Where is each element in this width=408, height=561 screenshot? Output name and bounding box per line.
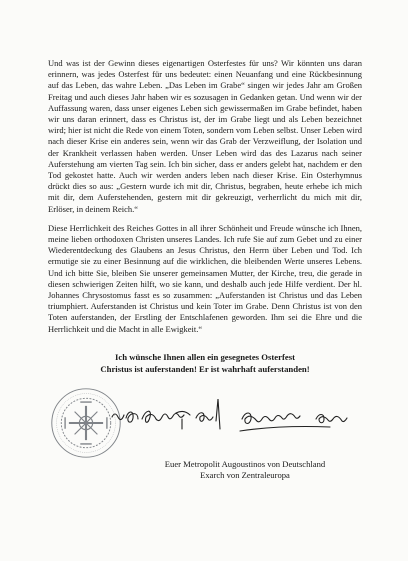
- closing-sender: Euer Metropolit Augoustinos von Deutschland: [164, 458, 326, 469]
- wish-line-2: Christus ist auferstanden! Er ist wahrhaft auferstanden!: [100, 363, 310, 374]
- handwritten-signature-icon: [110, 399, 360, 435]
- paragraph-2: Diese Herrlichkeit des Reiches Gottes in all ihrer Schönheit und Freude wünsche ich Ihnen, meine lieben orthodoxen Christen unseres Landes. Ich rufe Sie auf zum Gebet und zu einer Wiederentdeckung des Glaubens an Jesus Christus, den Herrn über Leben und Tod. Ich ermutige sie zu einer Besinnung auf die wirklichen, die bleibenden Werte unseres Lebens. Und ich bitte Sie, bleiben Sie unserer gemeinsamen Mutter, der Kirche, treu, die gerade in diesen schwierigen Zeiten hilft, wo sie kann, und deshalb auch jede Hilfe verdient. Der hl. Johannes Chrysostomus fasst es so zusammen: „Auferstanden ist Christus und das Leben triumphiert. Auferstanden ist Christus und kein Toter im Grabe. Denn Christus ist von den Toten auferstanden, der Erstling der Entschlafenen geworden. Ihm sei die Ehre und die Herrlichkeit und die Macht in alle Ewigkeit.“: [48, 222, 362, 334]
- closing-title: Exarch von Zentraleuropa: [200, 470, 290, 481]
- wish-line-1: Ich wünsche Ihnen allen ein gesegnetes Osterfest: [114, 351, 295, 362]
- paragraph-1: Und was ist der Gewinn dieses eigenartigen Osterfestes für uns? Wir könnten uns daran erinnern, was jedes Osterfest für uns bedeutet: einen Neuanfang und eine Rückbesinnung auf das Leben, das wahre Leben. „Das Leben im Grabe“ singen wir jedes Jahr am Großen Freitag und auch dieses Jahr haben wir es sozusagen in Gedanken getan. Und wenn wir der Auffassung waren, dass unser eigenes Leben sich gewissermaßen im Grabe befindet, haben wir uns daran erinnert, dass es Christus ist, der im Grabe liegt und als Leben bezeichnet wird; hier ist nicht die Rede von einem Toten, sondern vom Leben selbst. Unser Leben wird nach dieser Krise ein anderes sein, wenn wir das Grab der Verzweiflung, der Isolation und der Krankheit verlassen haben werden. Unser Leben wird das des Lazarus nach seiner Auferstehung am vierten Tag sein. Ich bin sicher, dass er anders gelebt hat, nachdem er den Tod gekostet hatte. Auch wir werden anders leben nach dieser Krise. Ein Osterhymnus drückt dies so aus: „Gestern wurde ich mit dir, Christus, begraben, heute erhebe ich mich mit dir, dem Auferstehenden, gestern mit dir gekreuzigt, verherrlicht du mich mit dir, Erlöser, in deinem Reich.“: [48, 58, 362, 214]
- signature-area: [48, 385, 362, 455]
- easter-wish: [48, 351, 362, 375]
- closing-block: [48, 459, 362, 482]
